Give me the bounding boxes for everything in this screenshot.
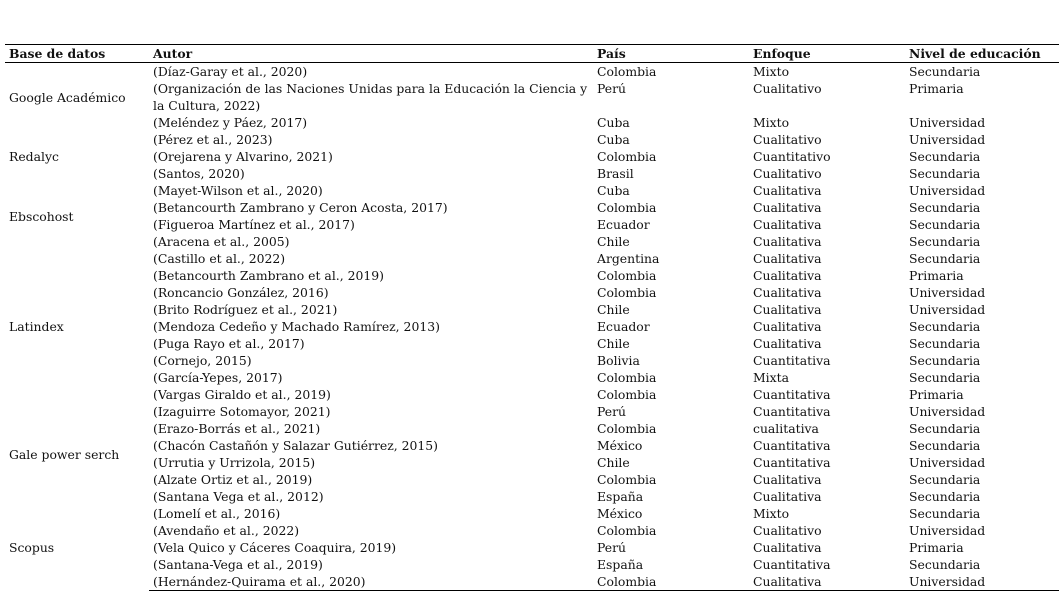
- table-row: [5, 403, 1059, 420]
- approach-cell: Cualitativa: [753, 217, 822, 232]
- education-level-cell: Secundaria: [909, 166, 981, 181]
- approach-cell: Cualitativa: [753, 234, 822, 249]
- country-cell: España: [597, 557, 644, 572]
- author-cell: (Santana Vega et al., 2012): [153, 489, 324, 504]
- database-cell: Google Académico: [9, 89, 126, 105]
- approach-cell: Mixto: [753, 506, 790, 521]
- literature-table: [5, 44, 1059, 591]
- table-row: [5, 318, 1059, 335]
- education-level-cell: Universidad: [909, 404, 986, 419]
- table-row: [5, 216, 1059, 233]
- author-cell: (Mendoza Cedeño y Machado Ramírez, 2013): [153, 319, 440, 334]
- country-cell: Colombia: [597, 370, 657, 385]
- country-cell: Brasil: [597, 166, 634, 181]
- education-level-cell: Secundaria: [909, 251, 981, 266]
- table-row: [5, 80, 1059, 114]
- approach-cell: Cuantitativa: [753, 353, 831, 368]
- country-cell: Ecuador: [597, 319, 650, 334]
- country-cell: Colombia: [597, 387, 657, 402]
- author-cell: (Cornejo, 2015): [153, 353, 252, 368]
- education-level-cell: Universidad: [909, 302, 986, 317]
- country-cell: Colombia: [597, 285, 657, 300]
- approach-cell: Mixto: [753, 115, 790, 130]
- education-level-cell: Secundaria: [909, 319, 981, 334]
- approach-cell: Mixto: [753, 64, 790, 79]
- table-row: [5, 267, 1059, 284]
- database-cell: Scopus: [9, 540, 55, 556]
- approach-cell: cualitativa: [753, 421, 819, 436]
- table-row: [5, 522, 1059, 539]
- country-cell: Chile: [597, 234, 630, 249]
- country-cell: Perú: [597, 540, 627, 555]
- database-cell: Ebscohost: [9, 208, 74, 224]
- author-cell: (Figueroa Martínez et al., 2017): [153, 217, 355, 232]
- approach-cell: Cualitativo: [753, 523, 822, 538]
- table-row: [5, 573, 1059, 591]
- author-cell: (Aracena et al., 2005): [153, 234, 290, 249]
- table-row: [5, 505, 1059, 522]
- education-level-cell: Secundaria: [909, 149, 981, 164]
- education-level-cell: Secundaria: [909, 421, 981, 436]
- approach-cell: Cuantitativa: [753, 404, 831, 419]
- approach-cell: Cualitativa: [753, 472, 822, 487]
- table-row: [5, 233, 1059, 250]
- education-level-cell: Primaria: [909, 387, 964, 402]
- table-row: [5, 335, 1059, 352]
- education-level-cell: Primaria: [909, 268, 964, 283]
- education-level-cell: Secundaria: [909, 506, 981, 521]
- country-cell: Ecuador: [597, 217, 650, 232]
- education-level-cell: Universidad: [909, 183, 986, 198]
- education-level-cell: Universidad: [909, 455, 986, 470]
- table-row: [5, 131, 1059, 148]
- header-base-de-datos: Base de datos: [5, 45, 149, 63]
- approach-cell: Cualitativa: [753, 200, 822, 215]
- education-level-cell: Primaria: [909, 81, 964, 96]
- country-cell: Perú: [597, 404, 627, 419]
- header-enfoque: Enfoque: [749, 45, 905, 63]
- country-cell: Argentina: [597, 251, 660, 266]
- table-row: [5, 114, 1059, 131]
- education-level-cell: Secundaria: [909, 200, 981, 215]
- table-row: [5, 386, 1059, 403]
- education-level-cell: Secundaria: [909, 489, 981, 504]
- country-cell: Colombia: [597, 472, 657, 487]
- table-row: [5, 437, 1059, 454]
- author-cell: (Urrutia y Urrizola, 2015): [153, 455, 316, 470]
- table-body: [5, 63, 1059, 591]
- education-level-cell: Secundaria: [909, 234, 981, 249]
- approach-cell: Cualitativa: [753, 285, 822, 300]
- table-row: [5, 420, 1059, 437]
- table-row: [5, 539, 1059, 556]
- country-cell: Colombia: [593, 573, 749, 591]
- approach-cell: Cuantitativa: [753, 455, 831, 470]
- approach-cell: Cualitativa: [753, 319, 822, 334]
- approach-cell: Cualitativa: [753, 183, 822, 198]
- table-row: [5, 250, 1059, 267]
- author-cell: (Santos, 2020): [153, 166, 245, 181]
- author-cell: (Betancourth Zambrano et al., 2019): [153, 268, 384, 283]
- country-cell: Cuba: [597, 132, 630, 147]
- education-level-cell: Secundaria: [909, 438, 981, 453]
- author-cell: (Pérez et al., 2023): [153, 132, 273, 147]
- country-cell: Colombia: [597, 200, 657, 215]
- education-level-cell: Secundaria: [909, 217, 981, 232]
- country-cell: España: [597, 489, 644, 504]
- table-row: [5, 199, 1059, 216]
- database-cell: Gale power serch: [9, 446, 120, 462]
- approach-cell: Cualitativa: [753, 336, 822, 351]
- country-cell: Cuba: [597, 183, 630, 198]
- education-level-cell: Primaria: [909, 540, 964, 555]
- education-level-cell: Secundaria: [909, 472, 981, 487]
- table-row: [5, 352, 1059, 369]
- approach-cell: Cualitativa: [753, 251, 822, 266]
- table-row: [5, 301, 1059, 318]
- table-row: [5, 369, 1059, 386]
- approach-cell: Cualitativo: [753, 132, 822, 147]
- table-row: [5, 284, 1059, 301]
- country-cell: Cuba: [597, 115, 630, 130]
- author-cell: (Izaguirre Sotomayor, 2021): [153, 404, 331, 419]
- author-cell: (Chacón Castañón y Salazar Gutiérrez, 2015): [153, 438, 438, 453]
- approach-cell: Cualitativa: [753, 540, 822, 555]
- table-row: [5, 488, 1059, 505]
- country-cell: Chile: [597, 336, 630, 351]
- database-cell: Redalyc: [9, 149, 59, 164]
- author-cell: (Erazo-Borrás et al., 2021): [153, 421, 321, 436]
- approach-cell: Cuantitativo: [753, 149, 831, 164]
- author-cell: (Hernández-Quirama et al., 2020): [149, 573, 593, 591]
- approach-cell: Cualitativo: [753, 81, 822, 96]
- table-row: [5, 63, 1059, 81]
- author-cell: (Betancourth Zambrano y Ceron Acosta, 2017): [153, 200, 448, 215]
- author-cell: (Orejarena y Alvarino, 2021): [153, 149, 333, 164]
- approach-cell: Cualitativa: [753, 489, 822, 504]
- approach-cell: Cuantitativa: [753, 557, 831, 572]
- education-level-cell: Secundaria: [909, 370, 981, 385]
- table-row: [5, 556, 1059, 573]
- author-cell: (Brito Rodríguez et al., 2021): [153, 302, 338, 317]
- author-cell: (García-Yepes, 2017): [153, 370, 283, 385]
- education-level-cell: Secundaria: [909, 336, 981, 351]
- author-cell: (Vela Quico y Cáceres Coaquira, 2019): [153, 540, 397, 555]
- education-level-cell: Secundaria: [909, 64, 981, 79]
- author-cell: (Santana-Vega et al., 2019): [153, 557, 323, 572]
- table-row: [5, 165, 1059, 182]
- author-cell: (Mayet-Wilson et al., 2020): [153, 183, 323, 198]
- header-nivel-educacion: Nivel de educación: [905, 45, 1059, 63]
- author-cell: (Alzate Ortiz et al., 2019): [153, 472, 313, 487]
- education-level-cell: Universidad: [909, 523, 986, 538]
- author-cell: (Avendaño et al., 2022): [153, 523, 300, 538]
- table-row: [5, 454, 1059, 471]
- country-cell: Colombia: [597, 268, 657, 283]
- education-level-cell: Universidad: [909, 285, 986, 300]
- education-level-cell: Universidad: [905, 573, 1059, 591]
- country-cell: Colombia: [597, 421, 657, 436]
- author-cell: (Vargas Giraldo et al., 2019): [153, 387, 331, 402]
- approach-cell: Cualitativa: [753, 302, 822, 317]
- table-header: [5, 45, 1059, 63]
- approach-cell: Mixta: [753, 370, 790, 385]
- author-cell: (Castillo et al., 2022): [153, 251, 286, 266]
- author-cell: (Díaz-Garay et al., 2020): [153, 64, 308, 79]
- approach-cell: Cuantitativa: [753, 387, 831, 402]
- country-cell: Chile: [597, 455, 630, 470]
- approach-cell: Cuantitativa: [753, 438, 831, 453]
- author-cell: (Meléndez y Páez, 2017): [153, 115, 308, 130]
- country-cell: México: [597, 438, 643, 453]
- table-row: [5, 182, 1059, 199]
- country-cell: Colombia: [597, 149, 657, 164]
- database-cell: Latindex: [9, 319, 64, 334]
- author-cell: (Roncancio González, 2016): [153, 285, 329, 300]
- author-cell: (Organización de las Naciones Unidas para la Educación la Ciencia y la Cultura, 2022): [153, 81, 588, 113]
- education-level-cell: Secundaria: [909, 353, 981, 368]
- country-cell: México: [597, 506, 643, 521]
- approach-cell: Cualitativo: [753, 166, 822, 181]
- education-level-cell: Universidad: [909, 132, 986, 147]
- country-cell: Perú: [597, 81, 627, 96]
- header-row: [5, 45, 1059, 63]
- header-autor: Autor: [149, 45, 593, 63]
- country-cell: Colombia: [597, 64, 657, 79]
- table-row: [5, 148, 1059, 165]
- header-pais: País: [593, 45, 749, 63]
- approach-cell: Cualitativa: [749, 573, 905, 591]
- country-cell: Bolivia: [597, 353, 640, 368]
- author-cell: (Puga Rayo et al., 2017): [153, 336, 305, 351]
- education-level-cell: Universidad: [909, 115, 986, 130]
- education-level-cell: Secundaria: [909, 557, 981, 572]
- country-cell: Chile: [597, 302, 630, 317]
- author-cell: (Lomelí et al., 2016): [153, 506, 281, 521]
- approach-cell: Cualitativa: [753, 268, 822, 283]
- country-cell: Colombia: [597, 523, 657, 538]
- table-row: [5, 471, 1059, 488]
